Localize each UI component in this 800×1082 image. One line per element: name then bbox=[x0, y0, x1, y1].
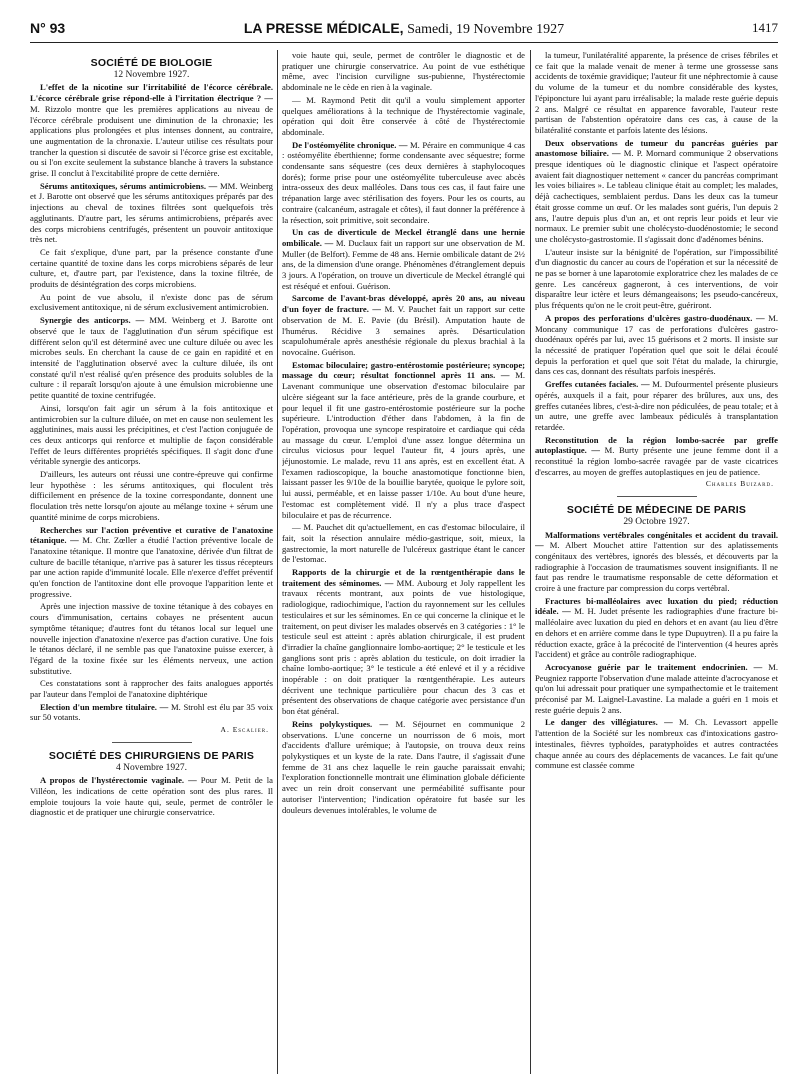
column-rule bbox=[277, 50, 278, 1074]
article-text: MM. Aubourg et Joly rappellent les travaux récents montrant, aux points de vue histologique, radiologique, radiochimique, l'action du rayonnement sur les cellules testiculaires et sur les séminomes. En ce qui concerne la clinique et le traitement, on peut diviser les malades observés en 3 catégories : 1° le testicule seul est atteint : après ablation chirurgicale, il est prudent d'irradier la chaîne ganglionnaire lombo-aortique; 2° le testicule et les ganglions sont pris : après ablation du testicule, on doit irradier la chaîne lombo-aortique; 3° le testicule a été enlevé et il y a récidive inopérable : on doit pratiquer la rœntgenthérapie. Les auteurs décrivent une technique particulière pour chacun des 3 cas et présentent des observations de chaque catégorie avec persistance d'un bon état général. bbox=[282, 577, 525, 717]
article-text: M. Albert Mouchet attire l'attention sur des aplatissements congénitaux des vertèbres, ignorés des blessés, et découverts par la radiographie à l'occasion de traumatismes souvent insignifiants. Il ne faut pas rendre le traumatisme responsable de cette déformation et croire à une fracture par compression du corps vertébral. bbox=[535, 540, 778, 594]
article-paragraph bbox=[30, 775, 273, 818]
column-3 bbox=[535, 50, 778, 1074]
signature: Charles Buizard. bbox=[705, 479, 774, 489]
article-text: voie haute qui, seule, permet de contrôler le diagnostic et de pratiquer une chirurgie conservatrice. Au point de vue esthétique même, avec l'incision curviligne sus-pubienne, l'hystérectomie abdominale ne le cède en rien à la vaginale. bbox=[282, 50, 525, 93]
article-text: M. Moncany communique 17 cas de perforations d'ulcères gastro-duodénaux opérés par lui, avec 15 guérisons et 2 morts. Il insiste sur la nécessité de pratiquer l'opération quel que soit le délai écoulé depuis la perforation et quel que soit l'état du malade, la chirurgie, dans ces cas, donnant des résultats parfois inespérés. bbox=[535, 312, 778, 377]
section-heading: SOCIÉTÉ DE MÉDECINE DE PARIS bbox=[566, 504, 747, 517]
article-paragraph bbox=[30, 403, 273, 467]
article-text: M. Ch. Levassort appelle l'attention de la Société sur les nombreux cas d'intoxications gastro-intestinales, fièvres typhoïdes, paratyphoïdes et autres contractées chaque année au cours des déplacements de vacances. Le fait qu'une commune est classée comme bbox=[535, 717, 778, 771]
article-text: — M. Pauchet dit qu'actuellement, en cas d'estomac biloculaire, il fait, soit la résection annulaire médio-gastrique, soit, mieux, la gastrectomie, la mort naturelle de l'ulcéreux gastrique étant le cancer de l'estomac. bbox=[282, 522, 525, 565]
article-title: L'effet de la nicotine sur l'irritabilité de l'écorce cérébrale. L'écorce cérébrale grise répond-elle à l'irritation électrique ? — bbox=[30, 82, 273, 104]
article-text: Ce fait s'explique, d'une part, par la présence constante d'une certaine quantité de toxine dans les corps microbiens séparés de leur culture, et, d'autre part, par l'existence, dans la toxine filtrée, de produits de désintégration des corps microbiens. bbox=[30, 246, 273, 290]
journal-name: LA PRESSE MÉDICALE, bbox=[243, 20, 404, 36]
article-text: M. Dufourmentel présente plusieurs opérés, auxquels il a fait, pour réparer des brûlures, aux uns, des greffes cutanées libres, c'est-à-dire non pédiculées, de peau totale; et à un autre, une greffe avec lambeaux pédiculés à transplantation retardée. bbox=[535, 379, 778, 432]
section-date: 29 Octobre 1927. bbox=[623, 516, 690, 527]
article-paragraph bbox=[30, 469, 273, 523]
article-text: M. P. Mornard communique 2 observations presque identiques où le diagnostic clinique et l'aspect opératoire avaient fait diagnostiquer nettement « cancer du pancréas comprimant les voies biliaires ». Le tableau clinique était au complet; les malades, déjà cachectiques, semblaient perdus. Dans les deux cas la tumeur était grosse comme un œuf. Or les malades sont guéris, l'un depuis 2 ans, l'autre depuis plus d'un an, et ont repris leur poids et leur vie normaux. Le premier subit une cholécysto-duodénostomie; le second une cholécysto-gastrostomie. Il s'agissait donc d'adénomes bénins. bbox=[535, 148, 778, 244]
article-paragraph bbox=[282, 140, 525, 226]
article-text: M. Strohl est élu par 35 voix sur 50 votants. bbox=[30, 701, 273, 723]
article-text: D'ailleurs, les auteurs ont réussi une contre-épreuve qui confirme leur hypothèse : les sérums antitoxiques, qui floculent très difficilement en présence de la toxine correspondante, donnent une floculation très nette lorsqu'on ajoute au mélange toxine + sérum une quantité minime de corps microbiens. bbox=[30, 469, 273, 522]
column-2 bbox=[282, 50, 525, 1074]
article-title: Le danger des villégiatures. — bbox=[545, 717, 673, 728]
column-rule bbox=[530, 50, 531, 1074]
article-paragraph bbox=[535, 313, 778, 377]
article-text: M. V. Pauchet fait un rapport sur cette observation de M. E. Pavie (du Brésil). Amputation haute de l'humérus. Récidive 3 semaines après. Désarticulation scapulohumérale après anesthésie régionale du plexus brachial à la novocaïne. Guérison. bbox=[282, 304, 525, 357]
article-title: Rapports de la chirurgie et de la rœntgenthérapie dans le traitement des séminomes. — bbox=[282, 567, 525, 588]
article-title: Reconstitution de la région lombo-sacrée par greffe autoplastique. — bbox=[535, 434, 778, 456]
article-text: M. Duclaux fait un rapport sur une observation de M. Muller (de Belfort). Femme de 48 ans. Hernie ombilicale datant de 2½ ans, de la dimension d'une orange. Phénomènes d'étranglement depuis 3 jours. A l'opération, on trouve un diverticule de Meckel étranglé qui est réséqué et enfoui. Guérison. bbox=[282, 237, 525, 291]
article-paragraph bbox=[535, 596, 778, 660]
article-text: M. Lavenant communique une observation d'estomac biloculaire par ulcère siégeant sur la face antérieure, près de la grande courbure, et pour lequel il fit une gastro-entérostomie postérieure sur la poche supérieure. L'introduction d'éther dans l'abdomen, à la fin de l'opération, provoqua une syncope respiratoire et cardiaque qui céda au massage du cœur. L'emploi d'une assez longue détermina un circulus viciosus pour lequel l'auteur fit, 4 jours après, une jéjunostomie. Le malade, revu 11 ans après, est en excellent état. A l'examen radioscopique, la bouche anastomotique fonctionne bien, laissant passer les 9/10e de la bouillie barytée, quoique le pylore soit, lui aussi, perméable, et en laisse passer 1/10e. Au bout d'une heure, l'estomac est complètement vidé. Il n'y a plus trace d'aspect biloculaire et pas de récurrence. bbox=[282, 370, 525, 520]
article-paragraph bbox=[282, 50, 525, 93]
article-text: M. Burty présente une jeune femme dont il a reconstitué la région lombo-sacrée ravagée par de vaste cicatrices d'escarres, au moyen de greffes autoplastiques en jeu de patience. bbox=[535, 445, 778, 477]
section-date: 4 Novembre 1927. bbox=[116, 762, 187, 773]
article-title: Reins polykystiques. — bbox=[292, 718, 389, 729]
article-title: Election d'un membre titulaire. — bbox=[40, 701, 169, 712]
article-paragraph bbox=[30, 247, 273, 290]
article-text: M. Péraire en communique 4 cas : ostéomyélite éberthienne; forme condensante avec séquestre; forme condensante sans séquestre (ces deux dernières à staphylocoques dorés); forme prise pour une ostéomyélite tuberculeuse avec abcès intra-osseux des deux malléoles. Dans tous ces cas, il faut faire une trépanation large avec stérilisation des foyers. Pour les os courts, au contraire (calcanéum, astragale et côtes), il faut donner la préférence à la résection, soit primitive, soit secondaire. bbox=[282, 139, 525, 225]
article-paragraph bbox=[535, 247, 778, 311]
article-paragraph bbox=[282, 95, 525, 138]
article-title: Acrocyanose guérie par le traitement endocrinien. — bbox=[545, 661, 763, 672]
section-separator bbox=[112, 742, 192, 743]
article-paragraph bbox=[535, 138, 778, 245]
article-paragraph bbox=[30, 525, 273, 600]
article-text: — M. Raymond Petit dit qu'il a voulu simplement apporter quelques améliorations à la technique de l'hystérectomie vaginale, opération qui doit être conservée à côté de l'hystérectomie abdominale. bbox=[282, 94, 525, 137]
article-paragraph bbox=[535, 435, 778, 478]
article-paragraph bbox=[535, 50, 778, 136]
article-text: Pour M. Petit de la Villéon, les indications de cette opération sont des plus rares. Il emploie toujours la voie haute qui, seule, permet de contrôler le diagnostic et de pratiquer une chirurgie conservatrice. bbox=[30, 775, 273, 818]
article-title: Synergie des anticorps. — bbox=[40, 315, 145, 326]
article-text: MM. Weinberg et J. Barotte ont observé que les sérums antitoxiques préparés par des injections au cheval de toxines filtrées sont quelquefois très agglutinants. D'autre part, les sérums antimicrobiens, préparés avec des corps microbiens centrifugés, présentent un pouvoir antitoxique très net. bbox=[30, 180, 273, 245]
article-text: Ainsi, lorsqu'on fait agir un sérum à la fois antitoxique et antimicrobien sur la culture diluée, on met en cause non seulement les agglutinines, mais aussi les précipitines, et c'est l'action conjuguée de ces deux anticorps qui renforce et multiplie de façon considérable l'effet de leurs différentes propriétés spécifiques. Il s'agit donc d'une véritable synergie des anticorps. bbox=[30, 402, 273, 467]
article-title: Fractures bi-malléolaires avec luxation du pied; réduction idéale. — bbox=[535, 595, 778, 617]
article-paragraph bbox=[30, 292, 273, 313]
article-text: M. Séjournet en communique 2 observations. L'une concerne un nourrisson de 6 mois, mort d'accidents d'allure urémique; à l'autopsie, on trouva deux reins polykystiques et un kyste de la rate. Dans l'autre, il s'agissait d'une femme de 31 ans chez laquelle le rein gauche paraissait envahi; l'exploration fonctionnelle montrait une élimination globale déficiente avec un rein droit conservant une perméabilité suffisante pour autoriser l'intervention; l'indication opératoire fut basée sur les douleurs devenues intolérables, le volume de bbox=[282, 718, 525, 815]
section-heading: SOCIÉTÉ DE BIOLOGIE bbox=[90, 57, 213, 69]
article-text: Au point de vue absolu, il n'existe donc pas de sérum exclusivement antitoxique, ni de sérum exclusivement antimicrobien. bbox=[30, 291, 273, 313]
article-paragraph bbox=[30, 315, 273, 401]
article-columns bbox=[30, 50, 778, 1074]
article-text: M. Peugniez rapporte l'observation d'une malade atteinte d'acrocyanose et qu'on lui adressait pour pratiquer une sympathectomie et le traitement préconisé par M. Laignel-Lavastine. La malade a guéri en 1 mois et reste guérie depuis 2 ans. bbox=[535, 661, 778, 715]
article-paragraph bbox=[30, 181, 273, 245]
issue-date: Samedi, 19 Novembre 1927 bbox=[407, 22, 565, 37]
running-title bbox=[30, 20, 778, 38]
page-header bbox=[30, 8, 778, 43]
article-paragraph bbox=[282, 360, 525, 521]
article-text: Après une injection massive de toxine tétanique à des cobayes en cours d'immunisation, certains cobayes ne présentent aucun symptôme tétanique; d'autres font du tétanos local sur lequel une nouvelle injection d'anatoxine n'exerce pas d'action curative. Une fois le tétanos déclaré, il ne semble pas que l'anatoxine puisse exercer, à l'égard de la toxine fixée sur les éléments nerveux, une action substitutive. bbox=[30, 601, 273, 676]
article-text: M. H. Judet présente les radiographies d'une fracture bi-malléolaire avec luxation du pied en dehors et en avant (au lieu d'être en dehors et en arrière comme dans le type Dupuytren). Il a pu faire la réduction exacte, grâce à la précocité de l'intervention (4 heures après l'accident) et grâce au contrôle radiographique. bbox=[535, 606, 778, 660]
section-separator bbox=[617, 496, 697, 497]
article-paragraph bbox=[282, 227, 525, 291]
article-paragraph bbox=[535, 379, 778, 433]
article-title: A propos de l'hystérectomie vaginale. — bbox=[40, 775, 197, 786]
article-title: De l'ostéomyélite chronique. — bbox=[292, 139, 408, 150]
article-text: L'auteur insiste sur la bénignité de l'opération, sur l'impossibilité d'un diagnostic du cancer au cours de l'opération et sur la nécessité de ne pas se borner à une laparotomie exploratrice chez les malades de ce genre. Les cancéreux gagneront, à ces interventions, de voir disparaître leur ictère et leurs démangeaisons; les pseudo-cancéreux, plus fréquents qu'on ne le croit peut-être, guériront. bbox=[535, 246, 778, 311]
article-title: Deux observations de tumeur du pancréas guéries par anastomose biliaire. — bbox=[535, 137, 778, 159]
article-title: Recherches sur l'action préventive et curative de l'anatoxine tétanique. — bbox=[30, 524, 273, 546]
signature: A. Escalier. bbox=[220, 725, 269, 735]
column-1 bbox=[30, 50, 273, 1074]
article-paragraph bbox=[282, 719, 525, 815]
article-paragraph bbox=[282, 293, 525, 357]
article-title: Sérums antitoxiques, sérums antimicrobiens. — bbox=[40, 180, 218, 191]
article-title: Estomac biloculaire; gastro-entérostomie postérieure; syncope; massage du cœur; résultat fonctionnel après 11 ans. — bbox=[282, 359, 525, 381]
article-title: Un cas de diverticule de Meckel étranglé dans une hernie ombilicale. — bbox=[282, 227, 525, 248]
article-paragraph bbox=[30, 82, 273, 178]
article-text: Ces constatations sont à rapprocher des faits analogues apportés par l'auteur dans l'emploi de l'anatoxine diphtérique bbox=[30, 678, 273, 700]
article-paragraph bbox=[30, 702, 273, 723]
article-text: M. Rizzolo montre que les premières applications au niveau de l'écorce cérébrale produisent une diminution de la chronaxie; les applications plus prolongées et plus intenses donnent, au contraire, une augmentation de la chronaxie. L'auteur utilise ces résultats pour trancher la question si discutée de savoir si l'écorce grise est excitable, ou si l'on excite seulement la substance blanche à travers la substance grise. Il conclut à l'excitabilité propre de cette dernière. bbox=[30, 103, 273, 179]
page-number: 1417 bbox=[752, 20, 778, 35]
article-title: Greffes cutanées faciales. — bbox=[545, 379, 650, 390]
section-date: 12 Novembre 1927. bbox=[113, 69, 190, 80]
article-paragraph bbox=[30, 601, 273, 676]
article-paragraph bbox=[535, 662, 778, 716]
article-paragraph bbox=[282, 567, 525, 717]
article-paragraph bbox=[30, 678, 273, 699]
article-text: M. Chr. Zœller a étudié l'action préventive locale de l'anatoxine tétanique. Il montre que l'anatoxine, dérivée d'un filtrat de culture de bacille tétanique, n'arrive pas à saturer les tissus récepteurs par une action rapide d'immunité locale. Elle n'exerce d'effet préventif qu'en fonction de l'antitoxine dont elle provoque l'apparition lente et progressive. bbox=[30, 535, 273, 599]
article-title: Sarcome de l'avant-bras développé, après 20 ans, au niveau d'un foyer de fracture. — bbox=[282, 293, 525, 315]
article-paragraph bbox=[535, 717, 778, 771]
article-paragraph bbox=[535, 530, 778, 594]
issue-number: N° 93 bbox=[30, 20, 66, 36]
article-paragraph bbox=[282, 522, 525, 565]
article-text: MM. Weinberg et J. Barotte ont observé que le taux de l'agglutination d'un sérum spécifique est différent selon qu'il est déterminé avec une culture diluée ou avec les microbes seuls. En cherchant la cause de ce gain en rapidité et en intensité de l'agglutination observé avec la culture diluée, ils ont constaté qu'il n'est réalisé qu'en présence des produits solubles de la culture : il reparaît lorsqu'on ajoute à une émulsion microbienne une petite quantité de toxine centrifugée. bbox=[30, 315, 273, 401]
article-text: la tumeur, l'unilatéralité apparente, la présence de crises fébriles et ce fait que la malade venait de mener à terme une grossesse sans accidents de toxémie gravidique; l'auteur fit une néphrectomie à cause du volume de la tumeur et du nombre considérable des kystes, l'épiponcture lui ayant paru irréalisable; la malade reste guérie depuis 2 ans. Malgré ce résultat en apparence favorable, l'auteur reste partisan de l'abstention opératoire dans ces cas, à cause de la bilatéralité constante et parfois latente des lésions. bbox=[535, 50, 778, 135]
article-title: Malformations vertébrales congénitales et accident du travail. — bbox=[535, 529, 778, 551]
section-heading: SOCIÉTÉ DES CHIRURGIENS DE PARIS bbox=[48, 749, 255, 762]
article-title: A propos des perforations d'ulcères gastro-duodénaux. — bbox=[545, 312, 765, 323]
